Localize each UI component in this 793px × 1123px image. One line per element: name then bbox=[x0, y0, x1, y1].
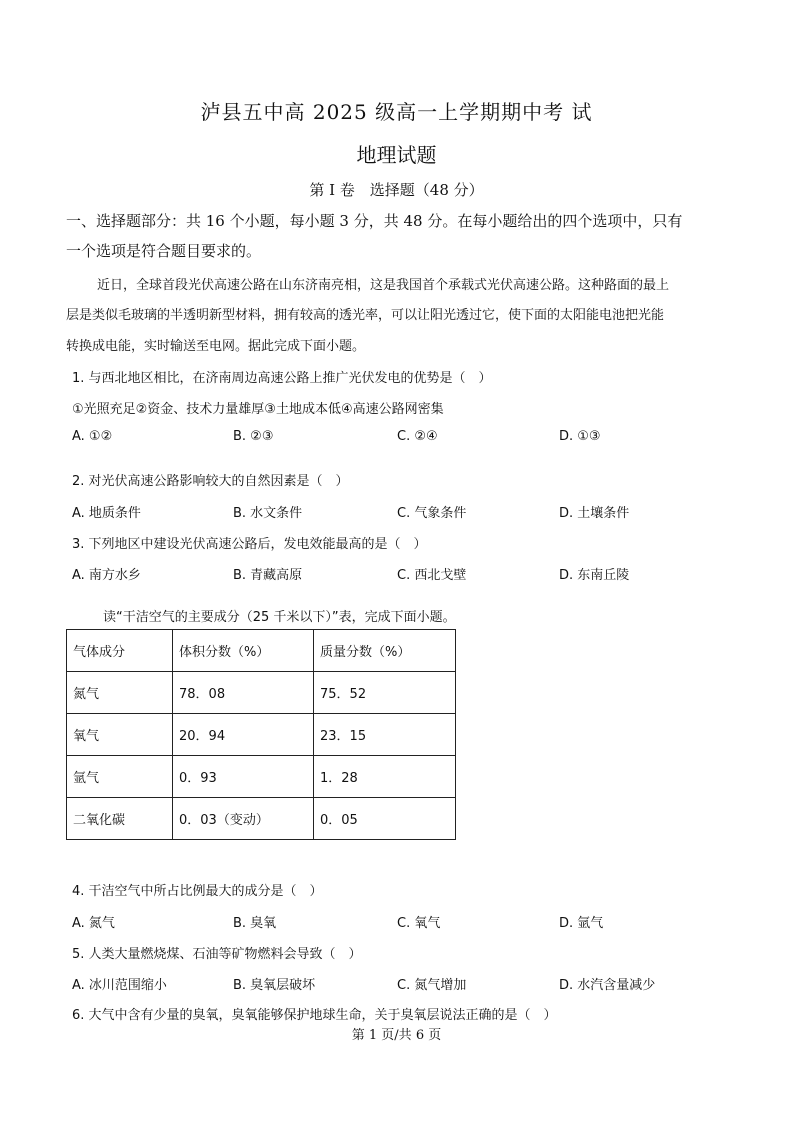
question-1-stem: 1. 与西北地区相比，在济南周边高速公路上推广光伏发电的优势是（ ） bbox=[72, 371, 492, 386]
question-1-option-a: A. ①② bbox=[72, 429, 113, 444]
question-5-option-b: B. 臭氧层破坏 bbox=[233, 978, 316, 993]
question-1-option-d: D. ①③ bbox=[559, 429, 601, 444]
table-cell: 氩气 bbox=[67, 756, 173, 798]
table-row bbox=[67, 672, 456, 714]
exam-title: 泸县五中高 2025 级高一上学期期中考 试 bbox=[200, 100, 593, 124]
table-cell: 氧气 bbox=[67, 714, 173, 756]
table-cell: 0．05 bbox=[314, 798, 456, 840]
question-4-option-c: C. 氧气 bbox=[397, 916, 441, 931]
question-4-option-a: A. 氮气 bbox=[72, 916, 115, 931]
question-1-items: ①光照充足②资金、技术力量雄厚③土地成本低④高速公路网密集 bbox=[72, 402, 444, 417]
table-cell: 1．28 bbox=[314, 756, 456, 798]
table-row bbox=[67, 714, 456, 756]
table-cell: 75．52 bbox=[314, 672, 456, 714]
question-1-option-b: B. ②③ bbox=[233, 429, 274, 444]
passage2-text: 读“干洁空气的主要成分（25 千米以下）”表，完成下面小题。 bbox=[103, 610, 456, 625]
air-composition-table bbox=[66, 629, 456, 840]
question-2-option-b: B. 水文条件 bbox=[233, 506, 303, 521]
table-row bbox=[67, 756, 456, 798]
question-1-option-c: C. ②④ bbox=[397, 429, 438, 444]
table-header-cell: 气体成分 bbox=[67, 630, 173, 672]
question-3-stem: 3. 下列地区中建设光伏高速公路后，发电效能最高的是（ ） bbox=[72, 537, 427, 552]
question-4-option-b: B. 臭氧 bbox=[233, 916, 277, 931]
table-cell: 0．03（变动） bbox=[173, 798, 314, 840]
question-5-option-a: A. 冰川范围缩小 bbox=[72, 978, 167, 993]
question-4-option-d: D. 氩气 bbox=[559, 916, 604, 931]
table-cell: 23．15 bbox=[314, 714, 456, 756]
passage1-line-3: 转换成电能，实时输送至电网。据此完成下面小题。 bbox=[66, 339, 366, 354]
table-header-cell: 体积分数（%） bbox=[173, 630, 314, 672]
table-cell: 78．08 bbox=[173, 672, 314, 714]
question-5-option-d: D. 水汽含量减少 bbox=[559, 978, 656, 993]
passage1-line-2: 层是类似毛玻璃的半透明新型材料，拥有较高的透光率，可以让阳光透过它，使下面的太阳能电池把光能 bbox=[66, 308, 665, 323]
question-3-option-d: D. 东南丘陵 bbox=[559, 568, 630, 583]
passage1-line-1: 近日，全球首段光伏高速公路在山东济南亮相，这是我国首个承载式光伏高速公路。这种路面的最上 bbox=[97, 278, 670, 293]
table-cell: 20．94 bbox=[173, 714, 314, 756]
table-header-cell: 质量分数（%） bbox=[314, 630, 456, 672]
table-row bbox=[67, 798, 456, 840]
subject-title: 地理试题 bbox=[356, 143, 437, 167]
question-3-option-c: C. 西北戈壁 bbox=[397, 568, 467, 583]
instructions-line-1: 一、选择题部分：共 16 个小题，每小题 3 分，共 48 分。在每小题给出的四个选项中，只有 bbox=[66, 212, 683, 230]
question-4-stem: 4. 干洁空气中所占比例最大的成分是（ ） bbox=[72, 884, 323, 899]
table-cell: 二氧化碳 bbox=[67, 798, 173, 840]
instructions-line-2: 一个选项是符合题目要求的。 bbox=[66, 242, 262, 260]
page-footer: 第 1 页/共 6 页 bbox=[351, 1028, 442, 1043]
question-6-stem: 6. 大气中含有少量的臭氧，臭氧能够保护地球生命，关于臭氧层说法正确的是（ ） bbox=[72, 1008, 557, 1023]
section-heading: 第 I 卷 选择题（48 分） bbox=[309, 181, 484, 199]
question-5-option-c: C. 氮气增加 bbox=[397, 978, 467, 993]
question-3-option-b: B. 青藏高原 bbox=[233, 568, 303, 583]
table-cell: 0．93 bbox=[173, 756, 314, 798]
question-2-stem: 2. 对光伏高速公路影响较大的自然因素是（ ） bbox=[72, 474, 349, 489]
question-3-option-a: A. 南方水乡 bbox=[72, 568, 141, 583]
question-2-option-c: C. 气象条件 bbox=[397, 506, 467, 521]
table-header-row bbox=[67, 630, 456, 672]
question-2-option-d: D. 土壤条件 bbox=[559, 506, 630, 521]
question-2-option-a: A. 地质条件 bbox=[72, 506, 141, 521]
question-5-stem: 5. 人类大量燃烧煤、石油等矿物燃料会导致（ ） bbox=[72, 947, 362, 962]
table-cell: 氮气 bbox=[67, 672, 173, 714]
